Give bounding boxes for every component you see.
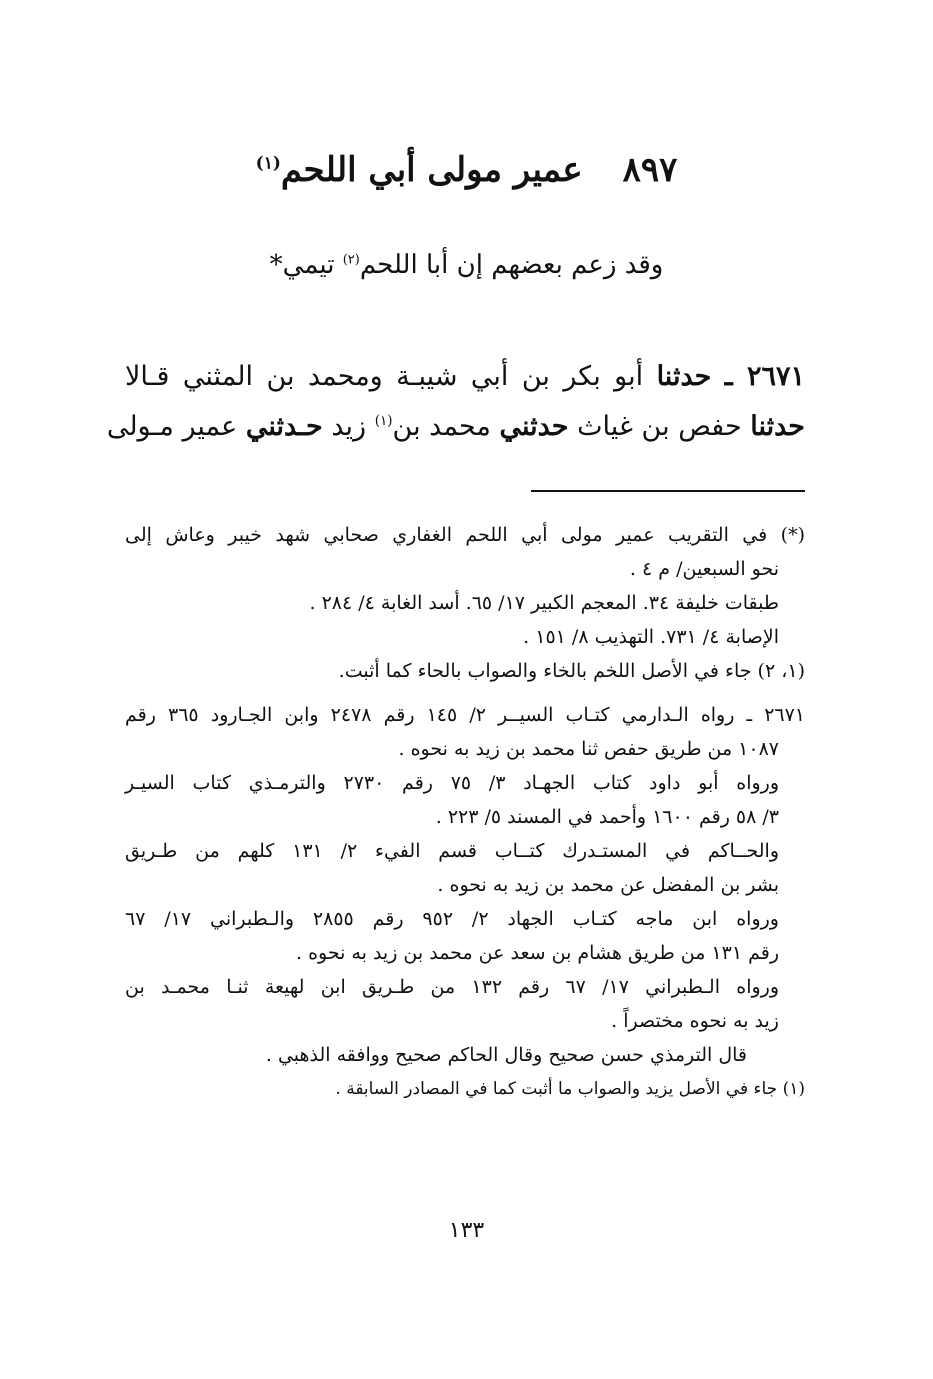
footnote-ref: (١) [374, 413, 393, 429]
hadith-line-text: أبو بكر بن أبي شيبـة ومحمد بن المثني قـالا [125, 361, 644, 392]
hadith-line-text: محمد بن [392, 411, 491, 442]
footnote-line: طبقات خليفة ٣٤. المعجم الكبير ١٧/ ٦٥. أسد الغابة ٤/ ٢٨٤ . [309, 592, 779, 614]
hadith-line-text: حفص بن غياث [577, 411, 742, 442]
footnote-ref: (١) [255, 153, 281, 174]
takhrij-line: قال الترمذي حسن صحيح وقال الحاكم صحيح ووافقه الذهبي . [265, 1044, 747, 1066]
page-number: ١٣٣ [448, 1218, 485, 1243]
footnote-line: نحو السبعين/ م ٤ . [629, 558, 779, 580]
takhrij-line: ١٠٨٧ من طريق حفص ثنا محمد بن زيد به نحوه . [398, 738, 779, 760]
hadith-line-text: زيد [331, 411, 367, 442]
subheading-tail: تيمي* [269, 250, 335, 280]
takhrij-line: ورواه ابن ماجه كتـاب الجهاد ٢/ ٩٥٢ رقم ٢٨٥٥ والـطبراني ١٧/ ٦٧ [125, 908, 779, 930]
takhrij-line: بشر بن المفضل عن محمد بن زيد به نحوه . [437, 874, 779, 896]
hadith-narration-word: حدثني [499, 411, 569, 442]
hadith-narration-word: حدثنا [656, 361, 712, 392]
takhrij-line: ورواه أبو داود كتاب الجهـاد ٣/ ٧٥ رقم ٢٧٣٠ والترمـذي كتاب السيـر [125, 772, 780, 794]
footnote-ref: (٢) [342, 252, 360, 268]
takhrij-line: ٣/ ٥٨ رقم ١٦٠٠ وأحمد في المسند ٥/ ٢٢٣ . [435, 806, 779, 828]
takhrij-line: ورواه الـطبراني ١٧/ ٦٧ رقم ١٣٢ من طـريق ابن لهيعة ثنـا محمـد بن [125, 976, 780, 998]
takhrij-line: والحــاكم في المستـدرك كتــاب قسم الفيء ٢/ ١٣١ كلهم من طـريق [125, 840, 779, 862]
subheading-text: وقد زعم بعضهم إن أبا اللحم [359, 250, 664, 280]
footnote-line: الإصابة ٤/ ٧٣١. التهذيب ٨/ ١٥١ . [523, 626, 779, 648]
footnote-line: (١) جاء في الأصل يزيد والصواب ما أثبت كما في المصادر السابقة . [335, 1079, 805, 1099]
footnote-divider [531, 490, 805, 492]
hadith-line-text: عمير مـولى [106, 411, 238, 442]
footnote-line: (*) في التقريب عمير مولى أبي اللحم الغفاري صحابي شهد خيبر وعاش إلى [125, 524, 805, 546]
hadith-line-1 [125, 352, 805, 402]
footnote-line: (١، ٢) جاء في الأصل اللخم بالخاء والصواب بالحاء كما أثبت. [338, 660, 805, 682]
takhrij-line: زيد به نحوه مختصراً . [611, 1010, 779, 1032]
biography-subheading [0, 250, 933, 280]
biography-number: ٨٩٧ [622, 150, 678, 190]
biography-heading [0, 150, 933, 190]
hadith-narration-word: حدثنا [750, 411, 805, 442]
footnotes [125, 518, 805, 1106]
hadith-narration-word: حـدثني [245, 411, 323, 442]
biography-title: عمير مولى أبي اللحم [280, 150, 583, 190]
hadith-line-2 [106, 402, 805, 452]
takhrij-line: رقم ١٣١ من طريق هشام بن سعد عن محمد بن زيد به نحوه . [296, 942, 779, 964]
hadith-number: ٢٦٧١ ـ [724, 361, 805, 392]
hadith-text [106, 352, 805, 452]
takhrij-line: ٢٦٧١ ـ رواه الـدارمي كتـاب السيــر ٢/ ١٤٥ رقم ٢٤٧٨ وابن الجـارود ٣٦٥ رقم [125, 704, 806, 726]
